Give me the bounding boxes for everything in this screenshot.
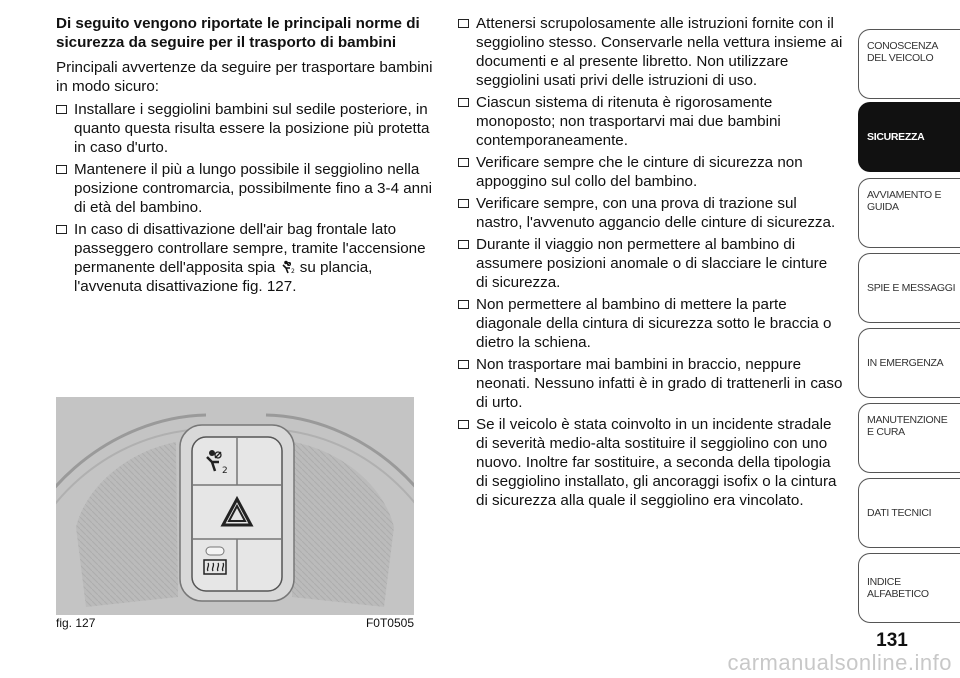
bullet-box-icon [458, 19, 469, 28]
dashboard-photo [56, 397, 414, 615]
tab-label: MANUTENZIONE E CURA [867, 414, 948, 438]
list-item [458, 415, 843, 510]
figure-code: F0T0505 [365, 616, 414, 630]
left-bullet-list [56, 100, 442, 296]
bullet-box-icon [458, 420, 469, 429]
list-item [56, 100, 442, 157]
right-column [458, 14, 843, 513]
section-heading: Di seguito vengono riportate le principali norme di sicurezza da seguire per il trasporto di bambini [56, 15, 420, 51]
bullet-box-icon [458, 98, 469, 107]
left-column [56, 14, 442, 299]
tab-spie-e-messaggi[interactable] [858, 253, 960, 323]
right-bullet-list [458, 14, 843, 510]
svg-text:2: 2 [290, 268, 295, 274]
list-item [458, 295, 843, 352]
list-item-text: In caso di disattivazione dell'air bag frontale lato passeggero controllare sempre, tramite l'accensione permanente dell'apposita spia [74, 221, 426, 276]
figure-127 [56, 397, 414, 636]
tab-label: INDICE ALFABETICO [867, 576, 929, 600]
list-item-text: Non trasportare mai bambini in braccio, neppure neonati. Nessuno infatti è in grado di trattenerli in caso di urto. [476, 356, 843, 411]
list-item-text: Attenersi scrupolosamente alle istruzioni fornite con il seggiolino stesso. Conservarle nella vettura insieme ai documenti e al presente libretto. Non utilizzare seggiolini usati privi delle istruzioni di uso. [476, 15, 843, 89]
list-item [458, 153, 843, 191]
figure-caption: fig. 127 [56, 616, 96, 630]
tab-dati-tecnici[interactable] [858, 478, 960, 548]
tab-in-emergenza[interactable] [858, 328, 960, 398]
list-item-text: Ciascun sistema di ritenuta è rigorosamente monoposto; non trasportarvi mai due bambini contemporaneamente. [476, 94, 781, 149]
list-item-text: Durante il viaggio non permettere al bambino di assumere posizioni anomale o di slacciare le cinture di sicurezza. [476, 236, 828, 291]
list-item [56, 160, 442, 217]
list-item-text: Se il veicolo è stata coinvolto in un incidente stradale di severità medio-alta sostituire il seggiolino con uno nuovo. Inoltre far sostituire, a seconda della tipologia di seggiolino installato, gli ancoraggi isofix o la cintura di sicurezza alla quale il seggiolino era vincolato. [476, 416, 837, 509]
watermark: carmanualsonline.info [727, 650, 952, 675]
list-item [458, 194, 843, 232]
bullet-box-icon [458, 158, 469, 167]
tab-indice-alfabetico[interactable] [858, 553, 960, 623]
chapter-tabs [858, 0, 960, 678]
tab-label: CONOSCENZA DEL VEICOLO [867, 40, 938, 64]
list-item-text: Non permettere al bambino di mettere la parte diagonale della cintura di sicurezza sotto le braccia o dietro la schiena. [476, 296, 832, 351]
airbag-off-icon [280, 260, 296, 274]
tab-manutenzione-e-cura[interactable] [858, 403, 960, 473]
bullet-box-icon [56, 225, 67, 234]
dashboard-illustration [56, 397, 414, 615]
list-item-text: su plancia, l'avvenuta disattivazione fig. 127. [74, 259, 373, 295]
tab-avviamento-e-guida[interactable] [858, 178, 960, 248]
intro-text: Principali avvertenze da seguire per trasportare bambini in modo sicuro: [56, 59, 433, 95]
page-number: 131 [876, 630, 908, 651]
list-item [458, 235, 843, 292]
list-item-text: Installare i seggiolini bambini sul sedile posteriore, in quanto questa risulta essere la posizione più protetta in caso d'urto. [74, 101, 430, 156]
bullet-box-icon [458, 360, 469, 369]
list-item-text: Verificare sempre che le cinture di sicurezza non appoggino sul collo del bambino. [476, 154, 803, 190]
list-item [56, 220, 442, 296]
list-item [458, 355, 843, 412]
tab-label: SPIE E MESSAGGI [867, 282, 956, 294]
bullet-box-icon [458, 240, 469, 249]
tab-label: DATI TECNICI [867, 507, 932, 519]
tab-conoscenza-del-veicolo[interactable] [858, 29, 960, 99]
list-item [458, 93, 843, 150]
list-item-text: Mantenere il più a lungo possibile il seggiolino nella posizione contromarcia, possibilmente fino a 3-4 anni di età del bambino. [74, 161, 432, 216]
bullet-box-icon [458, 199, 469, 208]
tab-label: AVVIAMENTO E GUIDA [867, 189, 942, 213]
list-item [458, 14, 843, 90]
bullet-box-icon [56, 165, 67, 174]
tab-label: SICUREZZA [867, 131, 925, 143]
tab-label: IN EMERGENZA [867, 357, 944, 369]
bullet-box-icon [56, 105, 67, 114]
list-item-text: Verificare sempre, con una prova di trazione sul nastro, l'avvenuto aggancio delle cinture di sicurezza. [476, 195, 836, 231]
svg-text:2: 2 [222, 466, 228, 476]
bullet-box-icon [458, 300, 469, 309]
tab-sicurezza[interactable] [858, 102, 960, 172]
